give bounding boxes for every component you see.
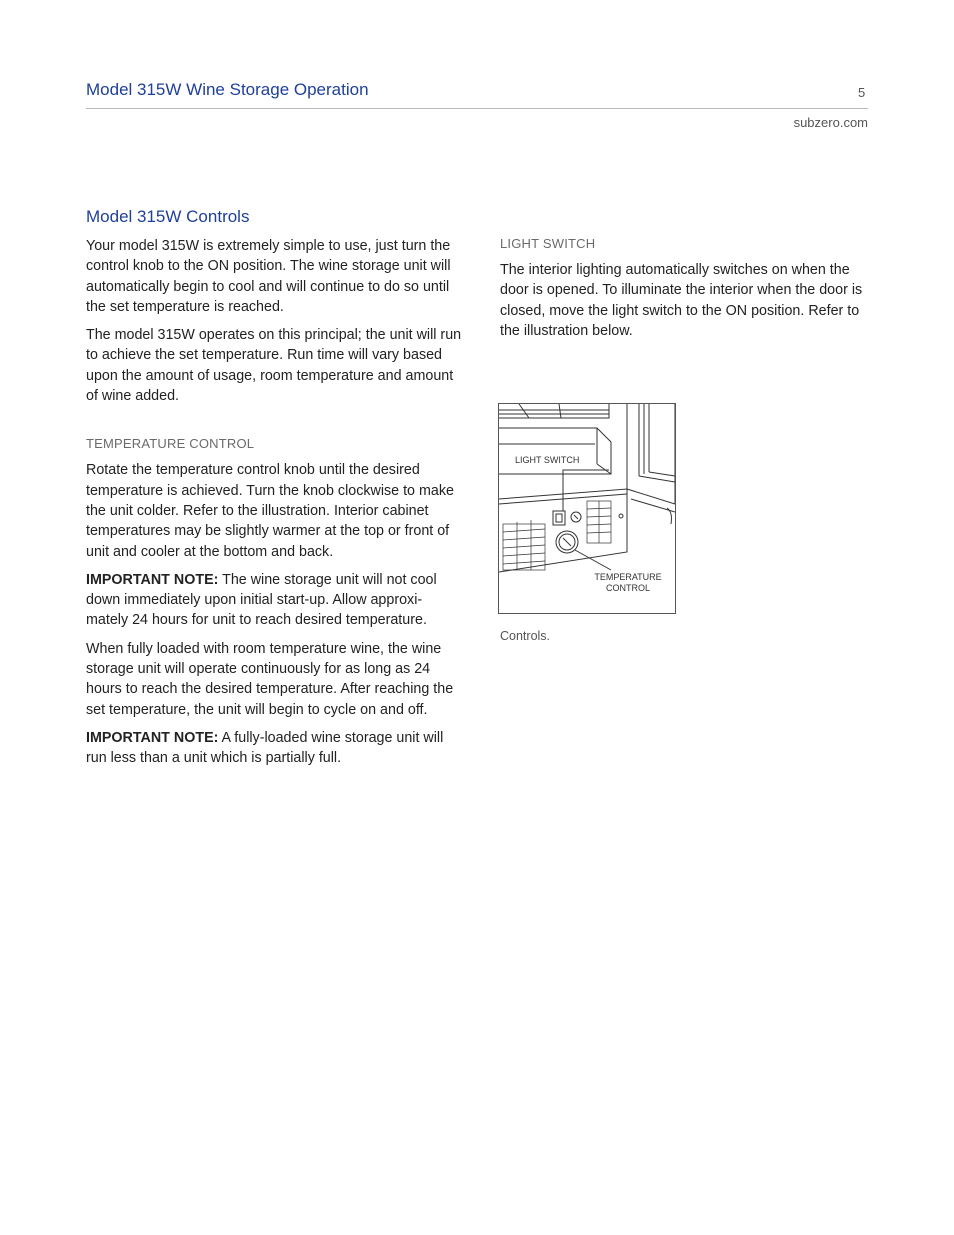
fully-loaded-paragraph: When fully loaded with room temperature wine, the wine storage unit will operate continuously for as long as 24 hours to reach the desired temperature. After reaching the set temperature, the unit will begin to cycle on and off.: [86, 640, 454, 718]
header-title: Model 315W Wine Storage Operation: [86, 80, 369, 99]
temperature-control-label-line-1: TEMPERATURE: [594, 572, 662, 582]
right-column: [500, 236, 872, 349]
site-url: subzero.com: [793, 115, 868, 130]
temperature-control-label-line-2: CONTROL: [605, 583, 650, 593]
temperature-control-heading: TEMPERATURE CONTROL: [86, 436, 255, 452]
light-switch-label: LIGHT SWITCH: [515, 455, 580, 465]
header-rule: [86, 108, 868, 109]
controls-illustration: [498, 403, 676, 614]
figure-caption: Controls.: [500, 629, 551, 643]
important-note-1-label: IMPORTANT NOTE:: [86, 571, 219, 588]
important-note-2: [86, 728, 464, 769]
left-column: [86, 207, 464, 777]
section-title: Model 315W Controls: [86, 207, 250, 226]
important-note-2-label: IMPORTANT NOTE:: [86, 729, 219, 746]
important-note-2-text: A fully-loaded wine storage unit will run less than a unit which is partially full.: [86, 729, 444, 767]
important-note-1: [86, 570, 464, 631]
temperature-control-label: [587, 572, 669, 594]
light-switch-paragraph: The interior lighting automatically switches on when the door is opened. To illuminate the interior when the door is closed, move the light switch to the ON position. Refer to the illustration below.: [500, 262, 863, 339]
intro-paragraph-2: The model 315W operates on this principal; the unit will run to achieve the set temperature. Run time will vary based upon the amount of usage, room temperature and amount of wine added.: [86, 327, 462, 405]
light-switch-heading: LIGHT SWITCH: [500, 236, 596, 251]
temperature-control-paragraph: Rotate the temperature control knob until the desired temperature is achieved. Turn the knob clockwise to make the unit colder. Refer to the illustration. Interior cabinet temperatures may be slightly warmer at the top or front of unit and cooler at the bottom and back.: [86, 462, 454, 560]
page-number: 5: [858, 85, 866, 100]
intro-paragraph-1: Your model 315W is extremely simple to use, just turn the control knob to the ON position. The wine storage unit will automatically begin to cool and will continue to do so until the set temperature is reached.: [86, 238, 451, 315]
important-note-1-text: The wine storage unit will not cool down immediately upon initial start-up. Allow approxi-mately 24 hours for unit to reach desired temperature.: [86, 571, 437, 629]
